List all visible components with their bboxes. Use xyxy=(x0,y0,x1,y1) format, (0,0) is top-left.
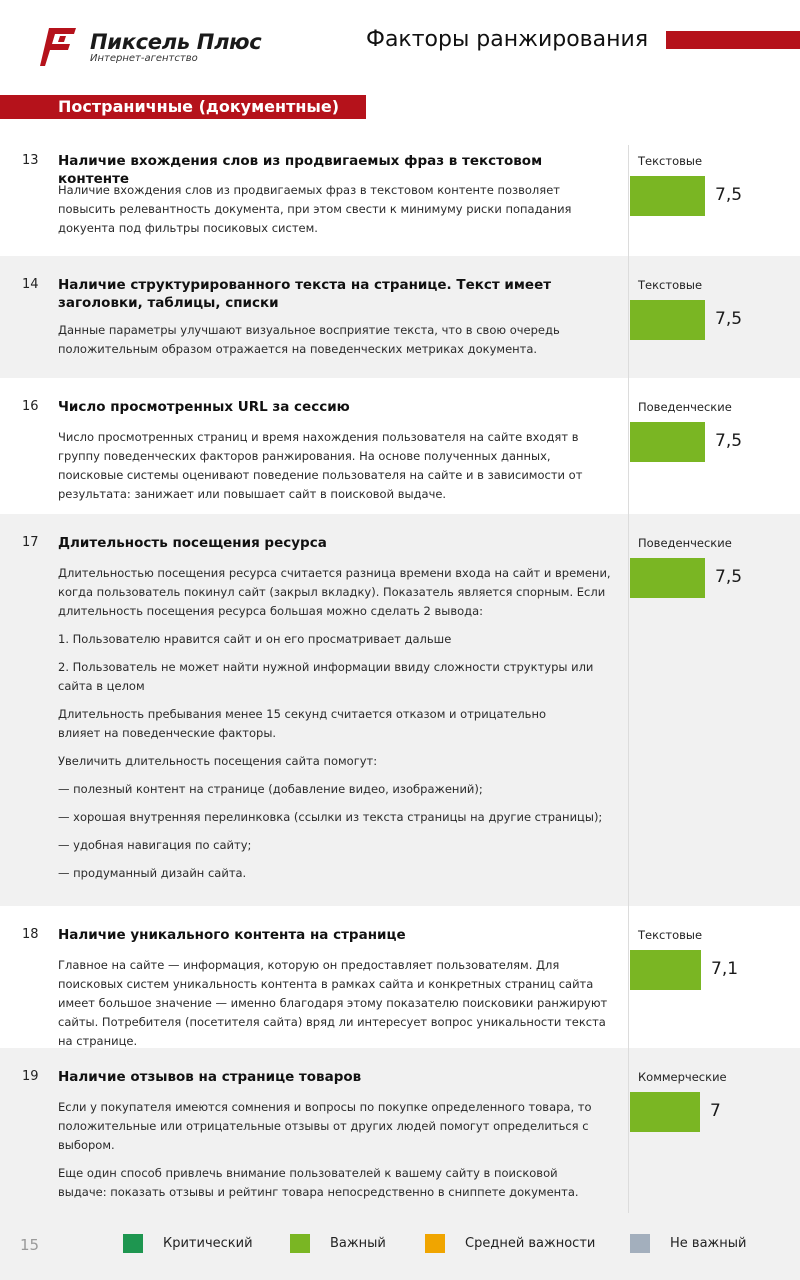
score-value: 7,5 xyxy=(715,431,743,451)
factor-paragraph: — хорошая внутренняя перелинковка (ссылки из текста страницы на другие страницы); xyxy=(58,810,603,824)
factor-paragraph: Наличие вхождения слов из продвигаемых фраз в текстовом контенте позволяет повысить релевантность документа, при этом свести к минимуму риски попадания докуента под фильтры посиковых систем. xyxy=(58,183,572,235)
score-value: 7,5 xyxy=(715,185,743,205)
legend-swatch-medium xyxy=(425,1234,445,1253)
factor-category: Коммерческие xyxy=(638,1070,727,1084)
factor-row xyxy=(0,1048,800,1214)
factor-title: Длительность посещения ресурса xyxy=(58,535,327,551)
factor-category: Текстовые xyxy=(638,154,703,168)
factor-description xyxy=(58,428,618,504)
factor-number: 18 xyxy=(22,927,39,942)
factor-paragraph: Увеличить длительность посещения сайта помогут: xyxy=(58,754,378,768)
factor-title: Число просмотренных URL за сессию xyxy=(58,399,350,415)
factor-paragraph: 2. Пользователь не может найти нужной информации ввиду сложности структуры или сайта в целом xyxy=(58,660,594,693)
factor-paragraph: Если у покупателя имеются сомнения и вопросы по покупке определенного товара, то положительные или отрицательные отзывы от других людей помогут определиться с выбором. xyxy=(58,1100,592,1152)
factor-paragraph: — полезный контент на странице (добавление видео, изображений); xyxy=(58,782,483,796)
pixel-plus-logo-icon xyxy=(40,28,76,66)
factor-description xyxy=(58,956,618,1051)
factor-description xyxy=(58,564,618,883)
legend-swatch-unimportant xyxy=(630,1234,650,1253)
page-header xyxy=(0,0,800,92)
factor-paragraph: — удобная навигация по сайту; xyxy=(58,838,252,852)
factor-title: Наличие вхождения слов из продвигаемых фраз в текстовом контенте xyxy=(58,153,543,187)
factor-paragraph: Еще один способ привлечь внимание пользователей к вашему сайту в поисковой выдаче: показать отзывы и рейтинг товара непосредственно в сниппете документа. xyxy=(58,1166,579,1199)
score-bar xyxy=(630,422,705,462)
factor-row xyxy=(0,906,800,1048)
legend-swatch-important xyxy=(290,1234,310,1253)
factor-row xyxy=(0,378,800,514)
legend-swatch-critical xyxy=(123,1234,143,1253)
factor-paragraph: Число просмотренных страниц и время нахождения пользователя на сайте входят в группу поведенческих факторов ранжирования. На основе полученных данных, поисковые системы оценивают поведение пользователя на сайте и в зависимости от результата: занижает или повышает сайт в поисковой выдаче. xyxy=(58,430,583,501)
factor-paragraph: 1. Пользователю нравится сайт и он его просматривает дальше xyxy=(58,632,452,646)
factor-title: Наличие структурированного текста на странице. Текст имеет заголовки, таблицы, списки xyxy=(58,277,552,311)
score-value: 7,1 xyxy=(711,959,739,979)
factor-title: Наличие отзывов на странице товаров xyxy=(58,1069,362,1085)
factor-number: 17 xyxy=(22,535,39,550)
factor-row xyxy=(0,514,800,906)
factor-number: 14 xyxy=(22,277,39,292)
score-value: 7 xyxy=(710,1101,721,1121)
factor-description xyxy=(58,1098,618,1202)
factor-title: Наличие уникального контента на странице xyxy=(58,927,406,943)
score-bar xyxy=(630,1092,700,1132)
factor-category: Поведенческие xyxy=(638,400,732,414)
score-bar xyxy=(630,950,701,990)
factor-paragraph: Длительность пребывания менее 15 секунд считается отказом и отрицательно влияет на поведенческие факторы. xyxy=(58,707,547,740)
score-bar xyxy=(630,300,705,340)
factor-paragraph: — продуманный дизайн сайта. xyxy=(58,866,247,880)
factor-paragraph: Данные параметры улучшают визуальное восприятие текста, что в свою очередь положительным образом отражается на поведенческих метриках документа. xyxy=(58,323,560,356)
title-accent-bar xyxy=(666,31,800,49)
factor-paragraph: Длительностью посещения ресурса считается разница времени входа на сайт и времени, когда пользователь покинул сайт (закрыл вкладку). Показатель является спорным. Если длительность посещения ресурса большая можно сделать 2 вывода: xyxy=(58,566,611,618)
factor-description xyxy=(58,321,618,359)
factor-number: 19 xyxy=(22,1069,39,1084)
company-tagline: Интернет-агентство xyxy=(90,53,198,64)
factor-number: 13 xyxy=(22,153,39,168)
factor-category: Поведенческие xyxy=(638,536,732,550)
score-value: 7,5 xyxy=(715,309,743,329)
section-title: Постраничные (документные) xyxy=(58,97,340,116)
score-bar xyxy=(630,558,705,598)
factor-description xyxy=(58,181,618,238)
page-number: 15 xyxy=(20,1236,40,1254)
page-title: Факторы ранжирования xyxy=(366,27,649,52)
legend-label-medium: Средней важности xyxy=(465,1236,596,1251)
factor-number: 16 xyxy=(22,399,39,414)
company-name: Пиксель Плюс xyxy=(90,30,262,54)
score-value: 7,5 xyxy=(715,567,743,587)
legend-label-important: Важный xyxy=(330,1236,386,1251)
factor-row xyxy=(0,256,800,378)
factor-category: Текстовые xyxy=(638,928,703,942)
score-bar xyxy=(630,176,705,216)
factor-row xyxy=(0,126,800,256)
legend-label-critical: Критический xyxy=(163,1236,253,1251)
column-divider xyxy=(628,145,629,1213)
factor-category: Текстовые xyxy=(638,278,703,292)
factor-paragraph: Главное на сайте — информация, которую он предоставляет пользователям. Для поисковых систем уникальность контента в рамках сайта и конкретных страниц сайта имеет большое значение — именно благодаря этому показателю поисковики ранжируют сайты. Потребителя (посетителя сайта) вряд ли интересует вопрос уникальности текста на странице. xyxy=(58,958,608,1048)
legend-label-unimportant: Не важный xyxy=(670,1236,747,1251)
